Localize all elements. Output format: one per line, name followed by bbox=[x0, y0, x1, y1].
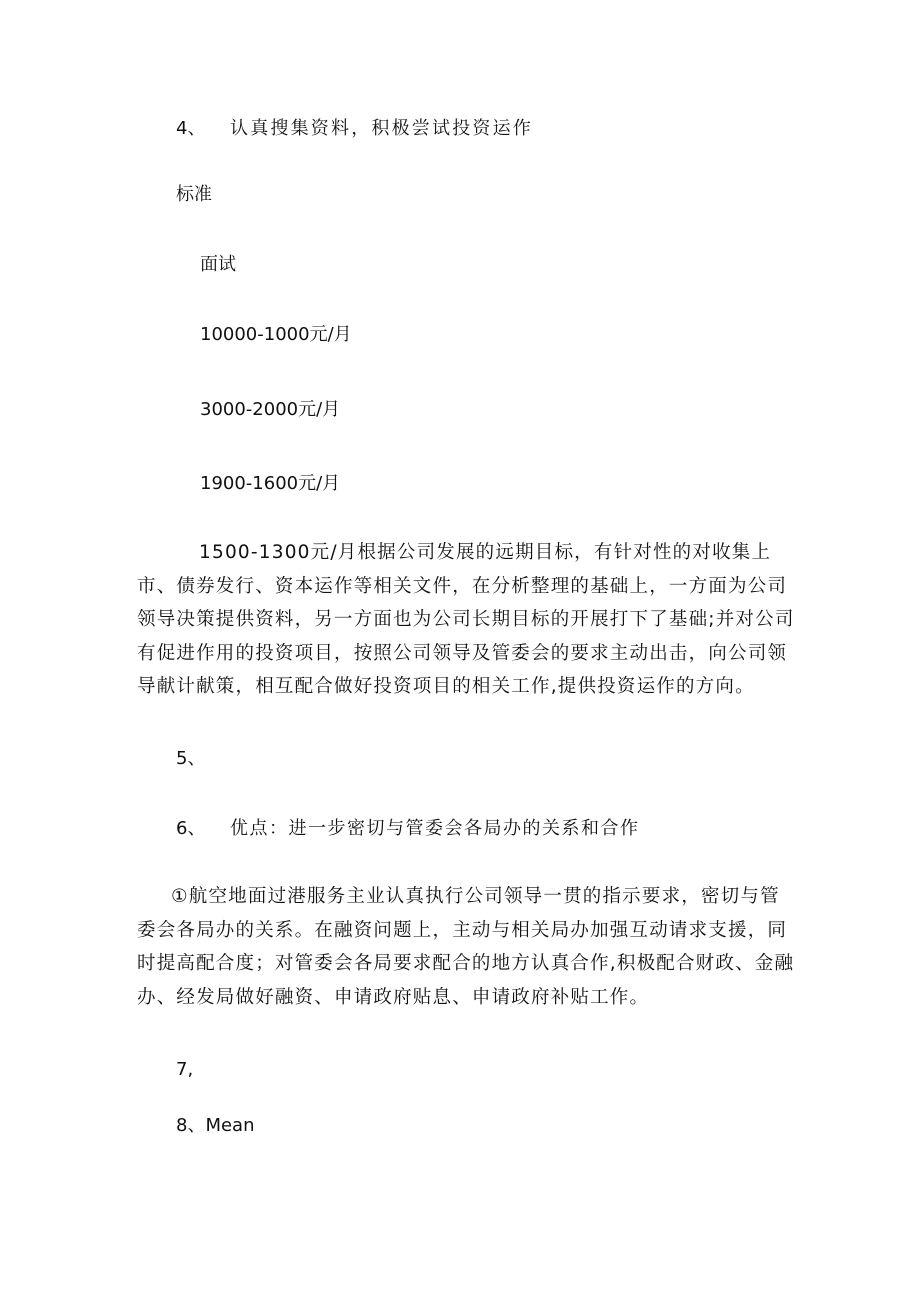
salary-range-3: 1900-1600元/月 bbox=[200, 473, 341, 494]
interview-label: 面试 bbox=[200, 254, 236, 275]
item-4-number: 4、 bbox=[176, 118, 206, 139]
item-7-heading bbox=[176, 1058, 193, 1082]
paragraph-cooperation-text: ①航空地面过港服务主业认真执行公司领导一贯的指示要求，密切与管委会各局办的关系。在融资问题上，主动与相关局办加强互动请求支援，同时提高配合度；对管委会各局要求配合的地方认真合作,积极配合财政、金融办、经发局做好融资、申请政府贴息、申请政府补贴工作。 bbox=[137, 886, 795, 1008]
item-4-heading bbox=[176, 117, 533, 141]
item-4-title: 认真搜集资料，积极尝试投资运作 bbox=[230, 118, 533, 139]
item-5-number: 5、 bbox=[176, 748, 206, 769]
item-6-heading bbox=[176, 817, 640, 841]
item-5-heading bbox=[176, 747, 205, 771]
paragraph-investment bbox=[137, 536, 797, 704]
item-6-number: 6、 bbox=[176, 818, 206, 839]
standard-label: 标准 bbox=[176, 184, 212, 205]
salary-range-1: 10000-1000元/月 bbox=[200, 324, 352, 345]
item-7-number: 7, bbox=[176, 1059, 194, 1080]
item-6-title: 优点：进一步密切与管委会各局办的关系和合作 bbox=[230, 818, 640, 839]
salary-range-2: 3000-2000元/月 bbox=[200, 399, 341, 420]
item-8-text: 8、Mean bbox=[176, 1115, 255, 1136]
item-8-heading bbox=[176, 1114, 255, 1138]
paragraph-investment-text: 1500-1300元/月根据公司发展的远期目标，有针对性的对收集上市、债券发行、资本运作等相关文件，在分析整理的基础上，一方面为公司领导决策提供资料，另一方面也为公司长期目标的开展打下了基础;并对公司有促进作用的投资项目，按照公司领导及管委会的要求主动出击，向公司领导献计献策，相互配合做好投资项目的相关工作,提供投资运作的方向。 bbox=[137, 542, 795, 697]
paragraph-cooperation bbox=[137, 880, 797, 1014]
